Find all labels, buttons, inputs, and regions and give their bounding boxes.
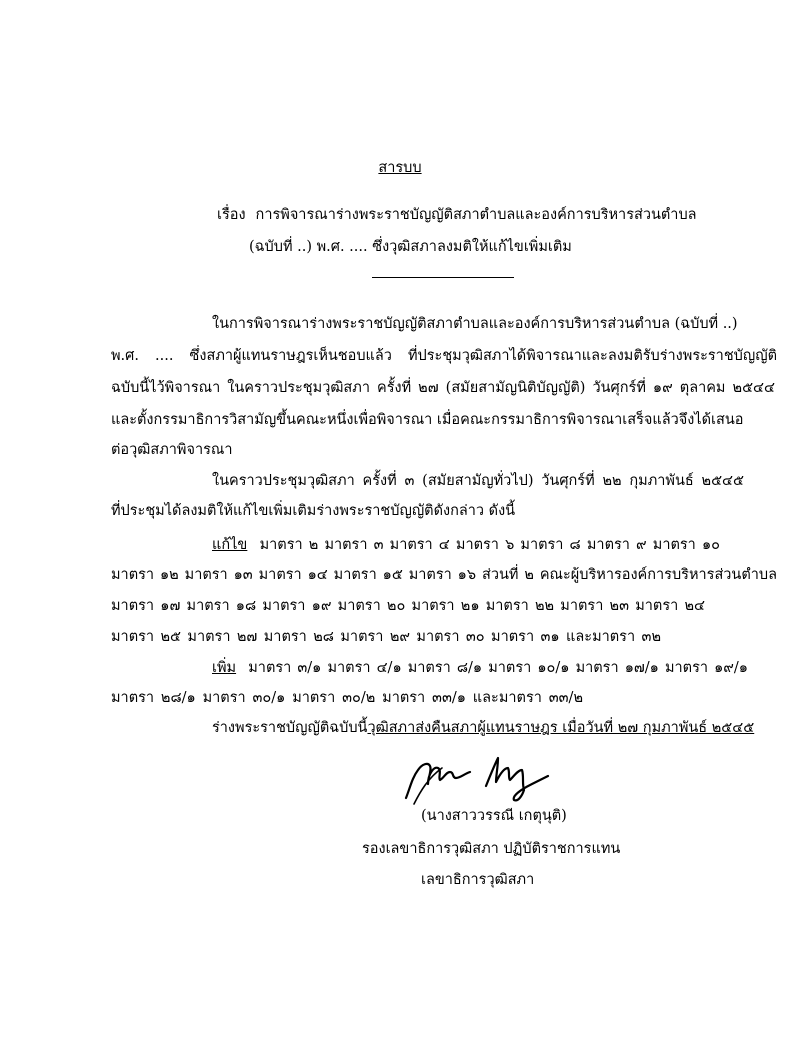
- divider-line: [372, 277, 514, 278]
- amend-line-1: [212, 535, 720, 555]
- final-underlined-text: วุฒิสภาส่งคืนสภาผู้แทนราษฎร เมื่อวันที่ ๒๗ กุมภาพันธ์ ๒๕๔๕: [367, 720, 755, 736]
- add-line-1: [212, 658, 748, 678]
- para1-line-3: ฉบับนี้ไว้พิจารณา ในคราวประชุมวุฒิสภา ครั้งที่ ๒๗ (สมัยสามัญนิติบัญญัติ) วันศุกร์ที่ ๑๙ ตุลาคม ๒๕๔๔: [111, 380, 775, 396]
- amend-line-3: มาตรา ๑๗ มาตรา ๑๘ มาตรา ๑๙ มาตรา ๒๐ มาตรา ๒๑ มาตรา ๒๒ มาตรา ๒๓ มาตรา ๒๔: [111, 598, 705, 614]
- subject-line-2: (ฉบับที่ ..) พ.ศ. .... ซึ่งวุฒิสภาลงมติให้แก้ไขเพิ่มเติม: [249, 239, 572, 255]
- add-label: เพิ่ม: [212, 660, 237, 676]
- add-line-2: มาตรา ๒๘/๑ มาตรา ๓๐/๑ มาตรา ๓๐/๒ มาตรา ๓๓/๑ และมาตรา ๓๓/๒: [111, 690, 583, 706]
- para1-line-4: และตั้งกรรมาธิการวิสามัญขึ้นคณะหนึ่งเพื่อพิจารณา เมื่อคณะกรรมาธิการพิจารณาเสร็จแล้วจึงได้เสนอ: [111, 412, 744, 428]
- para1-line-5: ต่อวุฒิสภาพิจารณา: [111, 442, 233, 458]
- document-title: สารบบ: [378, 160, 422, 176]
- signatory-name: (นางสาววรรณี เกตุนุติ): [421, 808, 567, 824]
- amend-label: แก้ไข: [212, 537, 248, 553]
- para2-line-1: ในคราวประชุมวุฒิสภา ครั้งที่ ๓ (สมัยสามัญทั่วไป) วันศุกร์ที่ ๒๒ กุมภาพันธ์ ๒๕๔๕: [212, 473, 744, 489]
- amend-line-4: มาตรา ๒๕ มาตรา ๒๗ มาตรา ๒๘ มาตรา ๒๙ มาตรา ๓๐ มาตรา ๓๑ และมาตรา ๓๒: [111, 629, 662, 645]
- amend-line-2: มาตรา ๑๒ มาตรา ๑๓ มาตรา ๑๔ มาตรา ๑๕ มาตรา ๑๖ ส่วนที่ ๒ คณะผู้บริหารองค์การบริหารส่วนตำบล: [111, 567, 777, 583]
- para1-line-2: พ.ศ. .... ซึ่งสภาผู้แทนราษฎรเห็นชอบแล้ว ที่ประชุมวุฒิสภาได้พิจารณาและลงมติรับร่างพระราชบัญญัติ: [111, 348, 777, 364]
- final-text: ร่างพระราชบัญญัติฉบับนี้: [212, 720, 368, 736]
- subject-text-1: การพิจารณาร่างพระราชบัญญัติสภาตำบลและองค์การบริหารส่วนตำบล: [255, 207, 697, 223]
- subject-line-1: [217, 205, 697, 225]
- amend-text-1: มาตรา ๒ มาตรา ๓ มาตรา ๔ มาตรา ๖ มาตรา ๘ มาตรา ๙ มาตรา ๑๐: [259, 537, 720, 553]
- handwritten-signature: [398, 748, 558, 808]
- para1-line-1: ในการพิจารณาร่างพระราชบัญญัติสภาตำบลและองค์การบริหารส่วนตำบล (ฉบับที่ ..): [212, 316, 738, 332]
- signatory-position-1: รองเลขาธิการวุฒิสภา ปฏิบัติราชการแทน: [362, 841, 621, 857]
- subject-label: เรื่อง: [217, 207, 246, 223]
- para2-line-2: ที่ประชุมได้ลงมติให้แก้ไขเพิ่มเติมร่างพระราชบัญญัติดังกล่าว ดังนี้: [111, 503, 516, 519]
- signatory-position-2: เลขาธิการวุฒิสภา: [421, 872, 535, 888]
- final-statement: [212, 718, 754, 738]
- add-text-1: มาตรา ๓/๑ มาตรา ๔/๑ มาตรา ๘/๑ มาตรา ๑๐/๑ มาตรา ๑๗/๑ มาตรา ๑๙/๑: [248, 660, 749, 676]
